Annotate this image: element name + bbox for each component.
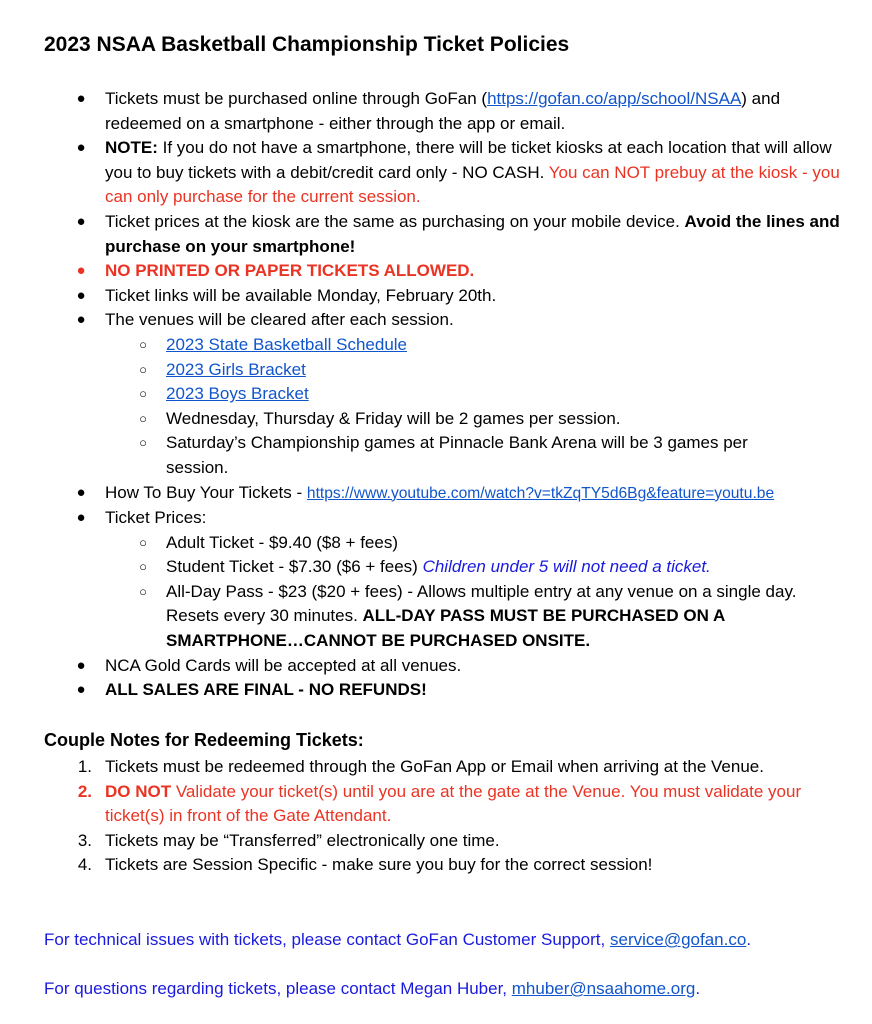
list-item xyxy=(0,284,872,309)
notes-heading: Couple Notes for Redeeming Tickets: xyxy=(44,730,364,750)
kiosk-warning: You can NOT prebuy at the kiosk - you can only purchase for the current session. xyxy=(105,162,840,207)
note-text: Tickets are Session Specific - make sure you buy for the correct session! xyxy=(105,855,653,875)
note-text: Tickets may be “Transferred” electronically one time. xyxy=(105,830,500,850)
sublist-item xyxy=(105,407,842,432)
nsaa-email-link[interactable]: mhuber@nsaahome.org xyxy=(511,979,696,998)
contact-text: For questions regarding tickets, please contact Megan Huber, xyxy=(44,979,512,998)
bullet-icon: ● xyxy=(76,509,86,527)
numbered-item xyxy=(0,853,872,878)
children-note: Children under 5 will not need a ticket. xyxy=(422,557,711,577)
sublist-item xyxy=(105,531,842,556)
no-paper-tickets-warning: NO PRINTED OR PAPER TICKETS ALLOWED. xyxy=(105,261,475,281)
contact-end: . xyxy=(746,930,752,949)
allday-warning: ALL-DAY PASS MUST BE PURCHASED ON A SMARTPHONE…CANNOT BE PURCHASED ONSITE. xyxy=(166,606,725,651)
circle-bullet-icon: ○ xyxy=(139,336,147,352)
circle-bullet-icon: ○ xyxy=(139,386,147,402)
bullet-icon: ● xyxy=(76,311,86,329)
sublist-item xyxy=(105,333,842,358)
gofan-support-contact xyxy=(44,930,751,950)
numbered-item xyxy=(0,755,872,780)
list-item xyxy=(0,136,872,210)
gofan-link[interactable]: https://gofan.co/app/school/NSAA xyxy=(487,89,742,108)
list-item xyxy=(0,308,872,480)
circle-bullet-icon: ○ xyxy=(139,583,147,599)
policy-text: Ticket Prices: xyxy=(105,508,207,528)
policy-emphasis: Avoid the lines and purchase on your smartphone! xyxy=(105,211,840,256)
sublist-text: Saturday’s Championship games at Pinnacle Bank Arena will be 3 games per session. xyxy=(166,433,748,477)
nsaa-contact xyxy=(44,979,700,999)
item-number: 4. xyxy=(77,855,92,875)
policy-text: How To Buy Your Tickets - xyxy=(105,482,307,502)
allday-price: All-Day Pass - $23 ($20 + fees) - Allows multiple entry at any venue on a single day. Resets every 30 minutes. xyxy=(166,581,797,626)
numbered-item xyxy=(0,780,872,829)
bullet-icon: ● xyxy=(76,212,86,230)
schedule-link[interactable]: 2023 State Basketball Schedule xyxy=(166,334,408,354)
list-item xyxy=(0,678,872,703)
contact-end: . xyxy=(695,979,701,998)
policy-text: The venues will be cleared after each session. xyxy=(105,310,454,330)
numbered-item xyxy=(0,829,872,854)
policy-text: If you do not have a smartphone, there will be ticket kiosks at each location that will allow you to buy tickets with a debit/credit card only - NO CASH. xyxy=(105,138,832,182)
sublist-item xyxy=(105,555,842,580)
circle-bullet-icon: ○ xyxy=(139,559,147,575)
venue-sublist xyxy=(105,333,842,481)
note-label: NOTE: xyxy=(105,138,158,158)
circle-bullet-icon: ○ xyxy=(139,435,147,451)
contact-text: For technical issues with tickets, please contact GoFan Customer Support, xyxy=(44,930,610,949)
note-text: Validate your ticket(s) until you are at the gate at the Venue. You must validate your ticket(s) in front of the Gate Attendant. xyxy=(105,781,802,826)
item-number: 3. xyxy=(77,830,92,850)
item-number: 1. xyxy=(77,757,92,776)
bullet-icon: ● xyxy=(76,483,86,501)
policy-list xyxy=(0,87,872,703)
note-text: Tickets must be redeemed through the GoFan App or Email when arriving at the Venue. xyxy=(105,757,764,776)
policy-text: ) and redeemed on a smartphone - either through the app or email. xyxy=(105,89,781,133)
sublist-item xyxy=(105,580,842,654)
page-title: 2023 NSAA Basketball Championship Ticket Policies xyxy=(44,33,570,56)
item-number: 2. xyxy=(77,781,92,801)
circle-bullet-icon: ○ xyxy=(139,361,147,377)
bullet-icon: ● xyxy=(76,90,86,107)
adult-price: Adult Ticket - $9.40 ($8 + fees) xyxy=(166,532,398,552)
circle-bullet-icon: ○ xyxy=(139,410,147,426)
sublist-item xyxy=(105,382,842,407)
youtube-link[interactable]: https://www.youtube.com/watch?v=tkZqTY5d6Bg&feature=youtu.be xyxy=(306,484,775,502)
list-item xyxy=(0,87,872,136)
list-item xyxy=(0,654,872,679)
policy-text: NCA Gold Cards will be accepted at all venues. xyxy=(105,655,462,675)
girls-bracket-link[interactable]: 2023 Girls Bracket xyxy=(166,359,306,379)
circle-bullet-icon: ○ xyxy=(139,534,147,550)
boys-bracket-link[interactable]: 2023 Boys Bracket xyxy=(166,384,309,404)
final-sales-warning: ALL SALES ARE FINAL - NO REFUNDS! xyxy=(105,680,427,700)
bullet-icon: ● xyxy=(76,286,86,304)
do-not-label: DO NOT xyxy=(105,781,172,801)
sublist-item xyxy=(105,431,842,480)
list-item xyxy=(0,210,872,259)
prices-sublist xyxy=(105,531,842,654)
policy-text: Tickets must be purchased online through GoFan ( xyxy=(105,89,488,108)
list-item xyxy=(0,506,872,654)
student-price: Student Ticket - $7.30 ($6 + fees) xyxy=(166,557,423,577)
sublist-item xyxy=(105,358,842,383)
list-item xyxy=(0,259,872,284)
gofan-email-link[interactable]: service@gofan.co xyxy=(609,930,747,949)
bullet-icon: ● xyxy=(76,139,86,157)
list-item xyxy=(0,481,872,507)
bullet-icon: ● xyxy=(76,681,86,699)
notes-list xyxy=(0,755,872,878)
bullet-icon: ● xyxy=(76,656,86,674)
policy-text: Ticket prices at the kiosk are the same as purchasing on your mobile device. xyxy=(105,211,685,231)
policy-text: Ticket links will be available Monday, February 20th. xyxy=(105,285,497,305)
bullet-icon: ● xyxy=(76,262,86,280)
sublist-text: Wednesday, Thursday & Friday will be 2 games per session. xyxy=(166,408,621,428)
